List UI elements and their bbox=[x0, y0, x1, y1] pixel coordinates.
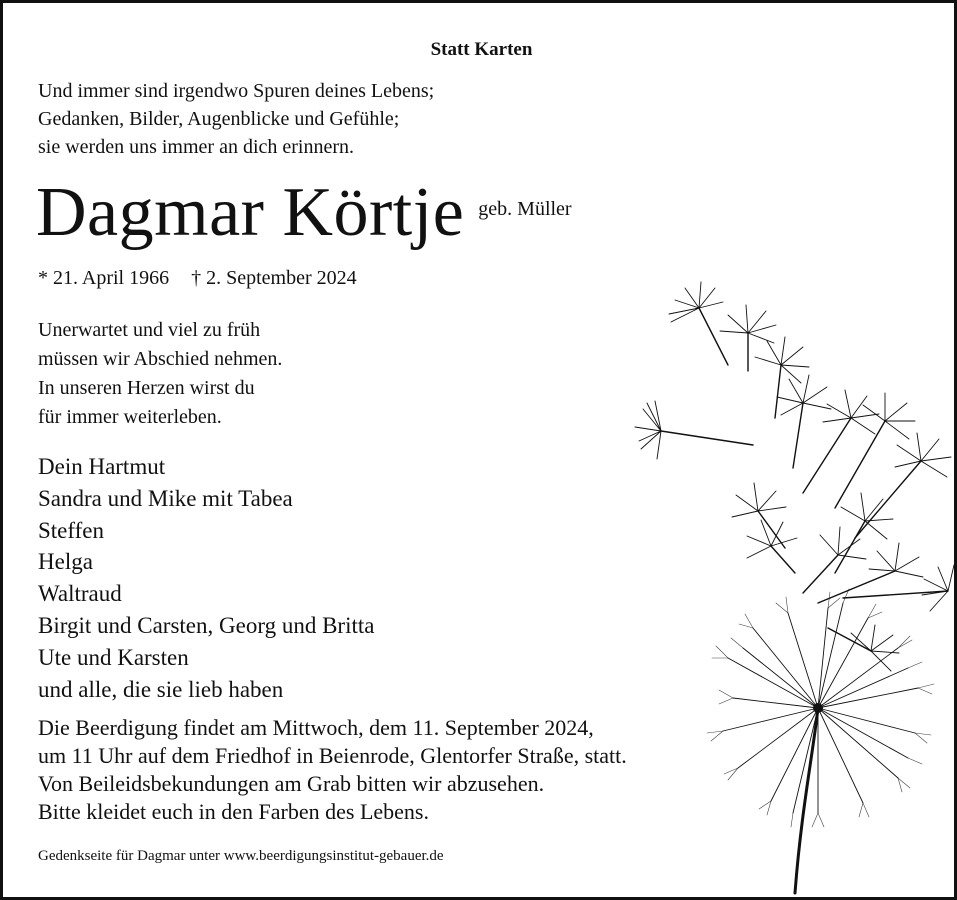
birth-date: * 21. April 1966 bbox=[38, 267, 170, 289]
mourner-entry: Steffen bbox=[38, 517, 105, 543]
funeral-info bbox=[38, 714, 627, 826]
memorial-link: Gedenkseite für Dagmar unter www.beerdigungsinstitut-gebauer.de bbox=[38, 848, 444, 864]
mourner-entry: Dein Hartmut bbox=[38, 454, 166, 479]
funeral-line: Von Beileidsbekundungen am Grab bitten wir abzusehen. bbox=[38, 771, 545, 796]
mourner-entry: Waltraud bbox=[38, 581, 122, 607]
funeral-line: Bitte kleidet euch in den Farben des Lebens. bbox=[38, 799, 429, 824]
mourner-entry: Ute und Karsten bbox=[38, 644, 189, 670]
farewell-line: für immer weiterleben. bbox=[38, 406, 222, 428]
death-date: † 2. September 2024 bbox=[191, 267, 357, 289]
header-title: Statt Karten bbox=[430, 39, 533, 60]
farewell-line: In unseren Herzen wirst du bbox=[38, 377, 255, 399]
poem-line: sie werden uns immer an dich erinnern. bbox=[38, 136, 355, 158]
mourner-entry: Helga bbox=[38, 549, 93, 575]
funeral-line: um 11 Uhr auf dem Friedhof in Beienrode, Glentorfer Straße, statt. bbox=[38, 743, 627, 768]
farewell-line: Unerwartet und viel zu früh bbox=[38, 319, 261, 341]
life-dates bbox=[38, 267, 357, 290]
farewell-text bbox=[38, 316, 282, 432]
poem-line: Gedanken, Bilder, Augenblicke und Gefühle; bbox=[38, 108, 400, 130]
poem-line: Und immer sind irgendwo Spuren deines Lebens; bbox=[38, 80, 435, 102]
dandelion-icon bbox=[603, 253, 957, 900]
maiden-name: geb. Müller bbox=[478, 198, 572, 220]
mourners-list bbox=[38, 451, 374, 705]
deceased-name: Dagmar Körtje bbox=[36, 174, 465, 251]
mourner-entry: Birgit und Carsten, Georg und Britta bbox=[38, 612, 375, 638]
funeral-line: Die Beerdigung findet am Mittwoch, dem 11. September 2024, bbox=[38, 715, 594, 740]
mourner-entry: Sandra und Mike mit Tabea bbox=[38, 485, 293, 511]
name-row bbox=[36, 171, 572, 255]
poem bbox=[38, 77, 434, 161]
mourner-entry: und alle, die sie lieb haben bbox=[38, 676, 284, 702]
farewell-line: müssen wir Abschied nehmen. bbox=[38, 348, 283, 370]
